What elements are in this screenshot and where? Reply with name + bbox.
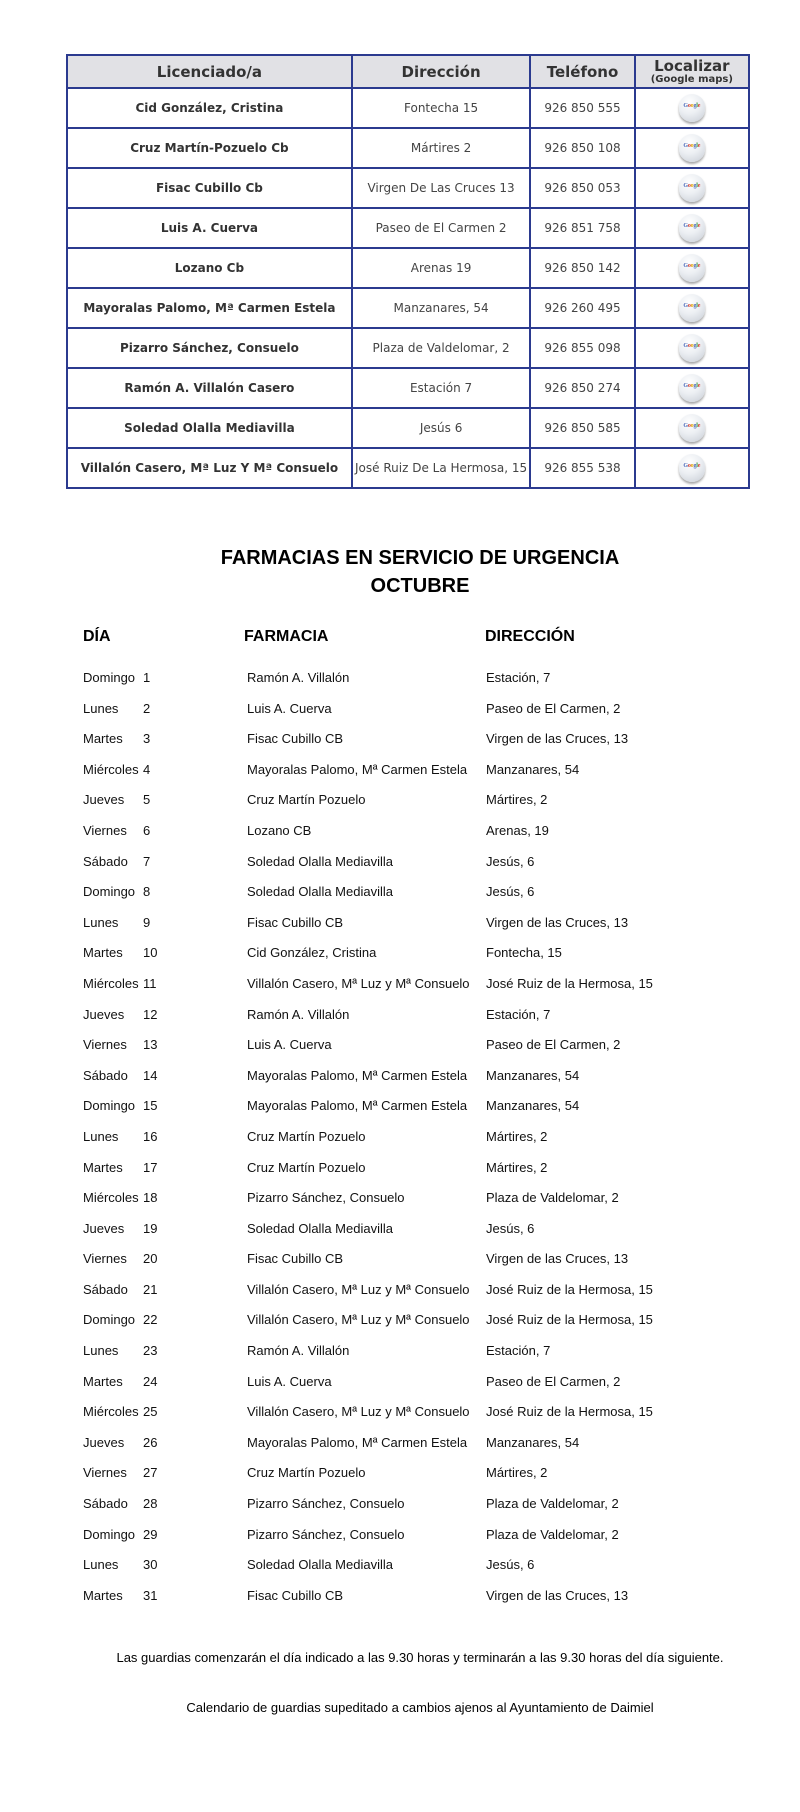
schedule-day-number: 22	[143, 1312, 158, 1328]
schedule-pharmacy: Fisac Cubillo CB	[247, 731, 344, 747]
table-header-row	[67, 55, 749, 88]
schedule-day-number: 1	[143, 670, 151, 685]
schedule-pharmacy: Villalón Casero, Mª Luz y Mª Consuelo	[247, 1281, 470, 1297]
schedule-day: Martes	[83, 1587, 123, 1603]
google-maps-icon[interactable]	[679, 334, 705, 362]
schedule-address: Jesús, 6	[486, 884, 535, 900]
schedule-day-number: 21	[143, 1281, 158, 1297]
schedule-day: Domingo	[83, 1526, 136, 1542]
pharmacist-name: Fisac Cubillo Cb	[67, 168, 352, 208]
schedule-day: Miércoles	[83, 975, 139, 991]
pharmacy-address: Manzanares, 54	[352, 288, 531, 328]
header-locate-sub: (Google maps)	[650, 73, 733, 85]
schedule-header-address: DIRECCIÓN	[485, 628, 575, 645]
schedule-day: Sábado	[83, 853, 128, 869]
schedule-day-number: 14	[143, 1067, 158, 1083]
schedule-day-number: 3	[143, 731, 151, 747]
map-cell	[635, 408, 749, 448]
google-maps-label: Google	[683, 143, 701, 149]
schedule-pharmacy: Cruz Martín Pozuelo	[247, 1465, 366, 1481]
schedule-row	[0, 792, 800, 823]
pharmacy-address: Estación 7	[352, 368, 531, 408]
schedule-address: Virgen de las Cruces, 13	[486, 1587, 629, 1603]
schedule-row	[0, 1068, 800, 1099]
schedule-row	[0, 670, 800, 701]
schedule-day: Jueves	[83, 792, 125, 808]
schedule-address: Paseo de El Carmen, 2	[486, 1037, 621, 1053]
schedule-address: José Ruiz de la Hermosa, 15	[486, 975, 653, 991]
google-maps-icon[interactable]	[679, 94, 705, 122]
pharmacy-phone: 926 850 274	[530, 368, 634, 408]
google-maps-icon[interactable]	[679, 454, 705, 482]
table-row	[67, 368, 749, 408]
schedule-row	[0, 1527, 800, 1558]
header-locate-label: Localizar	[654, 56, 730, 75]
pharmacy-phone: 926 851 758	[530, 208, 634, 248]
schedule-day: Sábado	[83, 1281, 128, 1297]
schedule-pharmacy: Luis A. Cuerva	[247, 700, 332, 716]
schedule-row	[0, 945, 800, 976]
schedule-day: Martes	[83, 1373, 123, 1389]
schedule-row	[0, 1221, 800, 1252]
schedule-day-number: 12	[143, 1006, 158, 1022]
schedule-day: Lunes	[83, 914, 119, 930]
pharmacist-name: Soledad Olalla Mediavilla	[67, 408, 352, 448]
schedule-row	[0, 1160, 800, 1191]
table-row	[67, 448, 749, 488]
schedule-pharmacy: Cruz Martín Pozuelo	[247, 1159, 366, 1175]
schedule-address: José Ruiz de la Hermosa, 15	[486, 1404, 653, 1420]
pharmacist-name: Mayoralas Palomo, Mª Carmen Estela	[67, 288, 352, 328]
schedule-address: Manzanares, 54	[486, 1098, 580, 1114]
schedule-pharmacy: Ramón A. Villalón	[247, 1343, 350, 1359]
schedule-address: Mártires, 2	[486, 1465, 548, 1481]
schedule-day: Lunes	[83, 1557, 119, 1573]
pharmacy-phone: 926 855 538	[530, 448, 634, 488]
header-name: Licenciado/a	[67, 55, 352, 88]
schedule-day: Sábado	[83, 1067, 128, 1083]
schedule-day: Miércoles	[83, 761, 139, 777]
schedule-day-number: 19	[143, 1220, 158, 1236]
header-phone: Teléfono	[530, 55, 634, 88]
schedule-address: Mártires, 2	[486, 792, 548, 808]
schedule-row	[0, 1496, 800, 1527]
table-row	[67, 408, 749, 448]
schedule-day-number: 24	[143, 1373, 158, 1389]
schedule-pharmacy: Fisac Cubillo CB	[247, 1251, 344, 1267]
schedule-day-number: 16	[143, 1128, 158, 1144]
schedule-day: Domingo	[83, 1098, 136, 1114]
schedule-pharmacy: Fisac Cubillo CB	[247, 1587, 344, 1603]
pharmacy-phone: 926 850 585	[530, 408, 634, 448]
pharmacist-name: Ramón A. Villalón Casero	[67, 368, 352, 408]
hours-note: Las guardias comenzarán el día indicado a las 9.30 horas y terminarán a las 9.30 horas del día siguiente.	[116, 1650, 724, 1665]
table-row	[67, 328, 749, 368]
schedule-row	[0, 1098, 800, 1129]
schedule-row	[0, 915, 800, 946]
pharmacist-name: Cruz Martín-Pozuelo Cb	[67, 128, 352, 168]
schedule-day: Miércoles	[83, 1190, 139, 1206]
schedule-pharmacy: Soledad Olalla Mediavilla	[247, 884, 393, 900]
google-maps-label: Google	[683, 223, 701, 229]
schedule-day: Lunes	[83, 1128, 119, 1144]
map-cell	[635, 208, 749, 248]
schedule-day: Martes	[83, 1159, 123, 1175]
schedule-pharmacy: Mayoralas Palomo, Mª Carmen Estela	[247, 761, 468, 777]
schedule-address: Estación, 7	[486, 1006, 551, 1022]
google-maps-label: Google	[683, 383, 701, 389]
schedule-day-number: 13	[143, 1037, 158, 1053]
schedule-row	[0, 1251, 800, 1282]
schedule-pharmacy: Mayoralas Palomo, Mª Carmen Estela	[247, 1434, 468, 1450]
map-cell	[635, 128, 749, 168]
schedule-row	[0, 701, 800, 732]
google-maps-icon[interactable]	[679, 414, 705, 442]
schedule-row	[0, 1312, 800, 1343]
schedule-address: Virgen de las Cruces, 13	[486, 731, 629, 747]
map-cell	[635, 328, 749, 368]
schedule-day-number: 27	[143, 1465, 158, 1481]
google-maps-label: Google	[683, 303, 701, 309]
table-row	[67, 208, 749, 248]
schedule-pharmacy: Mayoralas Palomo, Mª Carmen Estela	[247, 1098, 468, 1114]
schedule-day-number: 28	[143, 1496, 158, 1512]
urgency-title-line1: FARMACIAS EN SERVICIO DE URGENCIA	[220, 547, 620, 569]
schedule-pharmacy: Villalón Casero, Mª Luz y Mª Consuelo	[247, 1312, 470, 1328]
google-maps-label: Google	[683, 343, 701, 349]
schedule-row	[0, 854, 800, 885]
google-maps-icon[interactable]	[679, 134, 705, 162]
schedule-pharmacy: Ramón A. Villalón	[247, 1006, 350, 1022]
schedule-day-number: 20	[143, 1251, 158, 1267]
google-maps-icon[interactable]	[679, 174, 705, 202]
schedule-pharmacy: Soledad Olalla Mediavilla	[247, 1557, 393, 1573]
google-maps-icon[interactable]	[679, 374, 705, 402]
pharmacy-phone: 926 850 108	[530, 128, 634, 168]
schedule-address: Paseo de El Carmen, 2	[486, 700, 621, 716]
schedule-day-number: 8	[143, 884, 151, 900]
table-row	[67, 248, 749, 288]
map-cell	[635, 368, 749, 408]
schedule-day-number: 5	[143, 792, 151, 808]
schedule-pharmacy: Cruz Martín Pozuelo	[247, 1128, 366, 1144]
pharmacy-address: Jesús 6	[352, 408, 531, 448]
google-maps-label: Google	[683, 263, 701, 269]
schedule-address: Jesús, 6	[486, 853, 535, 869]
schedule-pharmacy: Ramón A. Villalón	[247, 670, 350, 685]
schedule-pharmacy: Pizarro Sánchez, Consuelo	[247, 1496, 405, 1512]
schedule-row	[0, 1404, 800, 1435]
schedule-day: Martes	[83, 945, 123, 961]
google-maps-label: Google	[683, 463, 701, 469]
schedule-address: Manzanares, 54	[486, 1067, 580, 1083]
schedule-row	[0, 1282, 800, 1313]
disclaimer-note: Calendario de guardias supeditado a cambios ajenos al Ayuntamiento de Daimiel	[186, 1700, 654, 1715]
schedule-pharmacy: Pizarro Sánchez, Consuelo	[247, 1190, 405, 1206]
table-row	[67, 128, 749, 168]
schedule-day: Martes	[83, 731, 123, 747]
schedule-row	[0, 976, 800, 1007]
schedule-day-number: 2	[143, 700, 151, 716]
schedule-day-number: 31	[143, 1587, 158, 1603]
schedule-address: Plaza de Valdelomar, 2	[486, 1526, 619, 1542]
schedule-row	[0, 1343, 800, 1374]
pharmacy-address: Fontecha 15	[352, 88, 531, 128]
table-row	[67, 288, 749, 328]
schedule-address: Estación, 7	[486, 670, 551, 685]
pharmacy-phone: 926 850 053	[530, 168, 634, 208]
pharmacy-phone: 926 260 495	[530, 288, 634, 328]
google-maps-label: Google	[683, 423, 701, 429]
schedule-address: Mártires, 2	[486, 1128, 548, 1144]
schedule-address: Estación, 7	[486, 1343, 551, 1359]
pharmacy-address: Paseo de El Carmen 2	[352, 208, 531, 248]
pharmacy-phone: 926 850 142	[530, 248, 634, 288]
schedule-day: Jueves	[83, 1220, 125, 1236]
schedule-row	[0, 1374, 800, 1405]
schedule-day: Miércoles	[83, 1404, 139, 1420]
schedule-address: Paseo de El Carmen, 2	[486, 1373, 621, 1389]
pharmacist-name: Luis A. Cuerva	[67, 208, 352, 248]
google-maps-label: Google	[683, 103, 701, 109]
schedule-day-number: 7	[143, 853, 151, 869]
schedule-day-number: 25	[143, 1404, 158, 1420]
pharmacy-phone: 926 855 098	[530, 328, 634, 368]
pharmacist-name: Villalón Casero, Mª Luz Y Mª Consuelo	[67, 448, 352, 488]
schedule-address: Manzanares, 54	[486, 1434, 580, 1450]
schedule-day-number: 6	[143, 822, 151, 838]
schedule-address: Mártires, 2	[486, 1159, 548, 1175]
pharmacy-phone: 926 850 555	[530, 88, 634, 128]
schedule-day-number: 29	[143, 1526, 158, 1542]
schedule-address: Jesús, 6	[486, 1220, 535, 1236]
schedule-day-number: 30	[143, 1557, 158, 1573]
schedule-row	[0, 1435, 800, 1466]
schedule-row	[0, 1557, 800, 1588]
schedule-row	[0, 1129, 800, 1160]
map-cell	[635, 168, 749, 208]
schedule-row	[0, 1037, 800, 1068]
pharmacy-address: Arenas 19	[352, 248, 531, 288]
urgency-title-month: OCTUBRE	[370, 575, 470, 597]
schedule-pharmacy: Pizarro Sánchez, Consuelo	[247, 1526, 405, 1542]
table-row	[67, 168, 749, 208]
schedule-address: Arenas, 19	[486, 822, 549, 838]
schedule-row	[0, 1007, 800, 1038]
pharmacy-address: Mártires 2	[352, 128, 531, 168]
schedule-day: Lunes	[83, 700, 119, 716]
schedule-row	[0, 762, 800, 793]
schedule-day-number: 17	[143, 1159, 158, 1175]
schedule-day-number: 23	[143, 1343, 158, 1359]
schedule-address: Virgen de las Cruces, 13	[486, 1251, 629, 1267]
schedule-row	[0, 731, 800, 762]
schedule-day: Jueves	[83, 1434, 125, 1450]
schedule-day-number: 10	[143, 945, 158, 961]
schedule-row	[0, 823, 800, 854]
pharmacy-address: Plaza de Valdelomar, 2	[352, 328, 531, 368]
schedule-day: Viernes	[83, 1037, 127, 1053]
schedule-address: Jesús, 6	[486, 1557, 535, 1573]
schedule-row	[0, 1588, 800, 1619]
schedule-pharmacy: Mayoralas Palomo, Mª Carmen Estela	[247, 1067, 468, 1083]
schedule-address: Virgen de las Cruces, 13	[486, 914, 629, 930]
schedule-day-number: 18	[143, 1190, 158, 1206]
schedule-address: José Ruiz de la Hermosa, 15	[486, 1281, 653, 1297]
schedule-pharmacy: Luis A. Cuerva	[247, 1373, 332, 1389]
schedule-pharmacy: Villalón Casero, Mª Luz y Mª Consuelo	[247, 1404, 470, 1420]
pharmacist-name: Cid González, Cristina	[67, 88, 352, 128]
schedule-pharmacy: Cruz Martín Pozuelo	[247, 792, 366, 808]
schedule-day: Jueves	[83, 1006, 125, 1022]
schedule-day: Domingo	[83, 884, 136, 900]
schedule-address: Manzanares, 54	[486, 761, 580, 777]
schedule-day: Viernes	[83, 822, 127, 838]
schedule-address: Plaza de Valdelomar, 2	[486, 1190, 619, 1206]
schedule-row	[0, 884, 800, 915]
header-locate	[635, 55, 749, 88]
google-maps-icon[interactable]	[679, 214, 705, 242]
schedule-day-number: 11	[143, 975, 157, 991]
table-row	[67, 88, 749, 128]
schedule-day-number: 15	[143, 1098, 158, 1114]
google-maps-icon[interactable]	[679, 294, 705, 322]
schedule-address: Plaza de Valdelomar, 2	[486, 1496, 619, 1512]
schedule-header-day: DÍA	[83, 628, 111, 645]
header-address: Dirección	[352, 55, 531, 88]
schedule-row	[0, 1465, 800, 1496]
pharmacist-name: Pizarro Sánchez, Consuelo	[67, 328, 352, 368]
schedule-day-number: 4	[143, 761, 151, 777]
schedule-pharmacy: Fisac Cubillo CB	[247, 914, 344, 930]
google-maps-icon[interactable]	[679, 254, 705, 282]
schedule-day: Lunes	[83, 1343, 119, 1359]
map-cell	[635, 448, 749, 488]
pharmacy-address: Virgen De Las Cruces 13	[352, 168, 531, 208]
schedule-day: Domingo	[83, 1312, 136, 1328]
schedule-day: Viernes	[83, 1465, 127, 1481]
schedule-header-pharmacy: FARMACIA	[244, 628, 329, 645]
pharmacist-name: Lozano Cb	[67, 248, 352, 288]
schedule-day-number: 26	[143, 1434, 158, 1450]
schedule-pharmacy: Luis A. Cuerva	[247, 1037, 332, 1053]
schedule-pharmacy: Lozano CB	[247, 822, 312, 838]
schedule-day: Domingo	[83, 670, 136, 685]
schedule-list	[0, 670, 800, 1618]
schedule-address: Fontecha, 15	[486, 945, 562, 961]
map-cell	[635, 288, 749, 328]
schedule-address: José Ruiz de la Hermosa, 15	[486, 1312, 653, 1328]
schedule-pharmacy: Soledad Olalla Mediavilla	[247, 853, 393, 869]
schedule-day-number: 9	[143, 914, 151, 930]
schedule-pharmacy: Soledad Olalla Mediavilla	[247, 1220, 393, 1236]
schedule-day: Sábado	[83, 1496, 128, 1512]
map-cell	[635, 248, 749, 288]
map-cell	[635, 88, 749, 128]
urgency-title	[0, 544, 800, 600]
schedule-day: Viernes	[83, 1251, 127, 1267]
schedule-row	[0, 1190, 800, 1221]
pharmacy-table	[66, 54, 750, 489]
google-maps-label: Google	[683, 183, 701, 189]
schedule-pharmacy: Villalón Casero, Mª Luz y Mª Consuelo	[247, 975, 470, 991]
pharmacy-address: José Ruiz De La Hermosa, 15	[352, 448, 531, 488]
schedule-pharmacy: Cid González, Cristina	[247, 945, 377, 961]
